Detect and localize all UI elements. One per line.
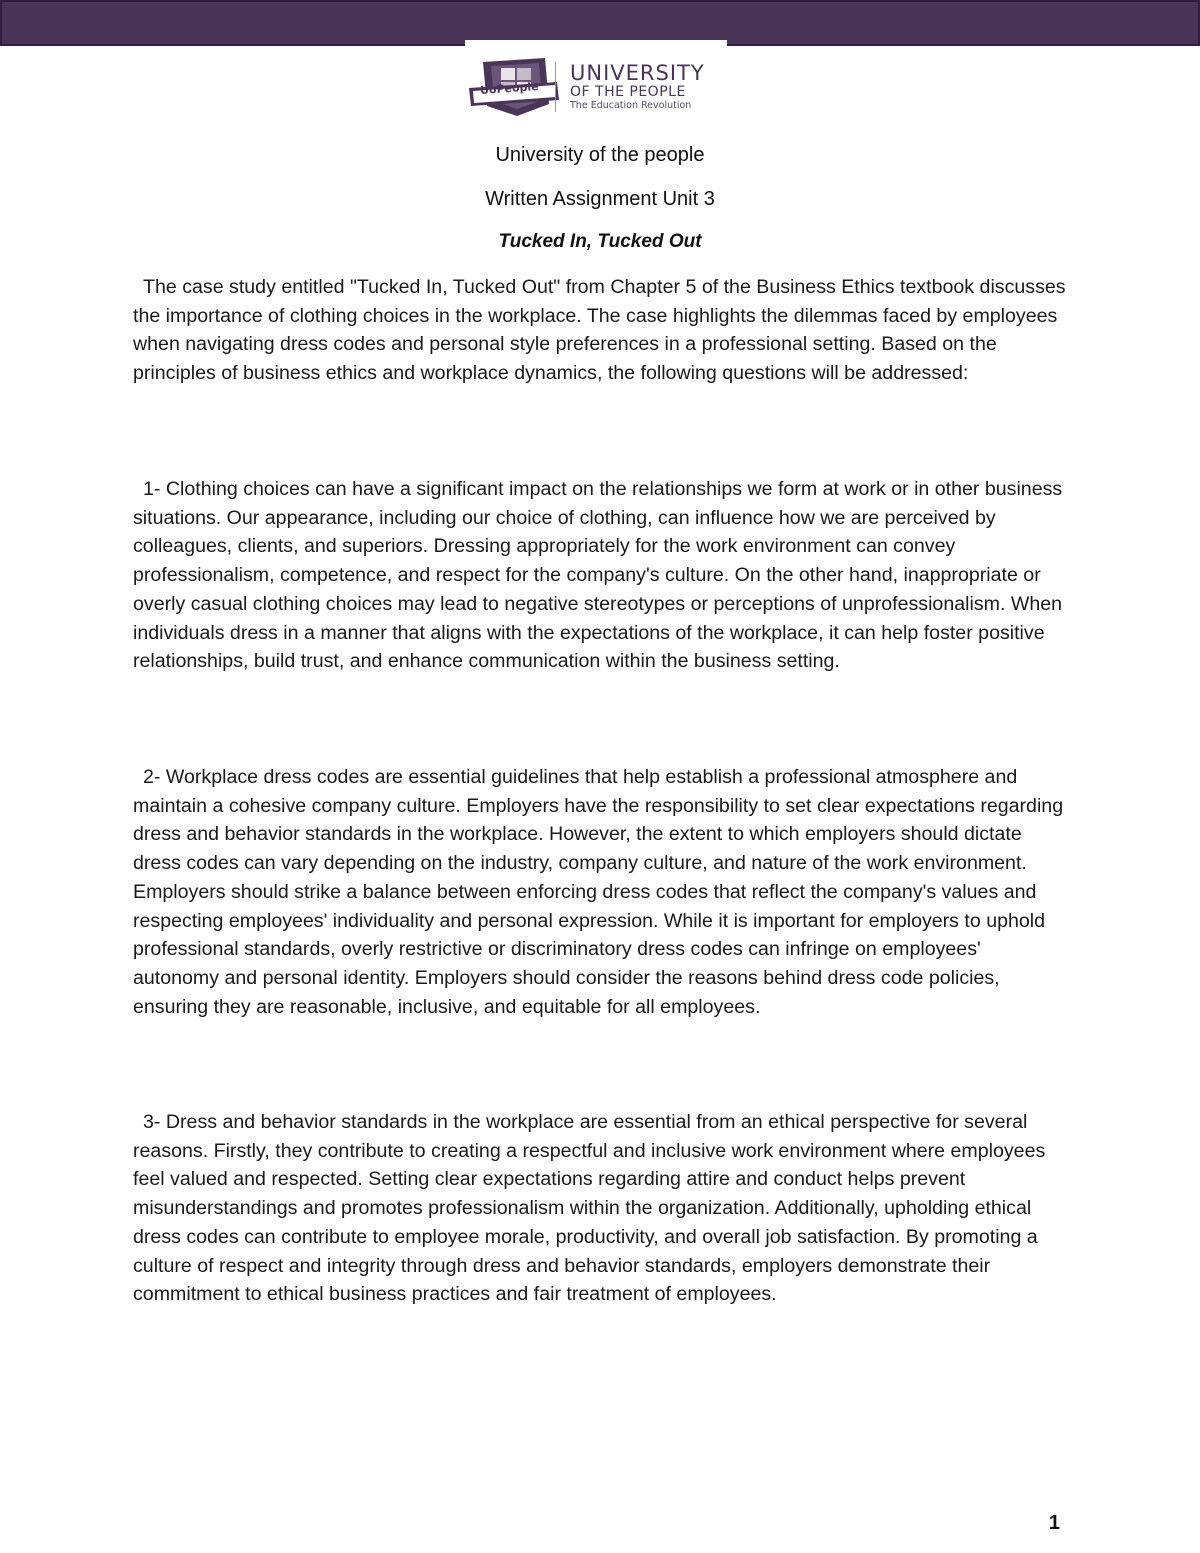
header-bar-gap — [465, 40, 727, 48]
logo-badge-text: UoPeople — [479, 79, 540, 98]
intro-paragraph: The case study entitled "Tucked In, Tucked Out" from Chapter 5 of the Business Ethics textbook discusses the importance of clothing choices in the workplace. The case highlights the dilemmas faced by employees when navigating dress codes and personal style preferences in a professional setting. Based on the principles of business ethics and workplace dynamics, the following questions will be addressed: — [133, 276, 1066, 385]
logo-wordmark — [570, 62, 705, 112]
page-number: 1 — [1048, 1512, 1060, 1534]
logo-name: UNIVERSITY — [570, 61, 705, 85]
assignment-title: Written Assignment Unit 3 — [485, 188, 715, 210]
university-name: University of the people — [495, 144, 705, 166]
answer-paragraph-1: 1- Clothing choices can have a significant impact on the relationships we form at work or in other business situations. Our appearance, including our choice of clothing, can influence how we are perceived by colleagues, clients, and superiors. Dressing appropriately for the work environment can convey professionalism, competence, and respect for the company's culture. On the other hand, inappropriate or overly casual clothing choices may lead to negative stereotypes or perceptions of unprofessionalism. When individuals dress in a manner that aligns with the expectations of the workplace, it can help foster positive relationships, build trust, and enhance communication within the business setting. — [133, 478, 1063, 673]
answer-paragraph-2: 2- Workplace dress codes are essential guidelines that help establish a professional atmosphere and maintain a cohesive company culture. Employers have the responsibility to set clear expectations regarding dress and behavior standards in the workplace. However, the extent to which employers should dictate dress codes can vary depending on the industry, company culture, and nature of the work environment. Employers should strike a balance between enforcing dress codes that reflect the company's values and respecting employees' individuality and personal expression. While it is important for employers to uphold professional standards, overly restrictive or discriminatory dress codes can infringe on employees' autonomy and personal identity. Employers should consider the reasons behind dress code policies, ensuring they are reasonable, inclusive, and equitable for all employees. — [133, 766, 1064, 1018]
logo-name-line2: OF THE PEOPLE — [570, 84, 686, 100]
case-title: Tucked In, Tucked Out — [498, 231, 702, 252]
logo-tagline: The Education Revolution — [570, 100, 692, 111]
logo-divider — [555, 62, 556, 112]
answer-paragraph-3: 3- Dress and behavior standards in the workplace are essential from an ethical perspective for several reasons. Firstly, they contribute to creating a respectful and inclusive work environment where employees feel valued and respected. Setting clear expectations regarding attire and conduct helps prevent misunderstandings and promotes professionalism within the organization. Additionally, upholding ethical dress codes can contribute to employee morale, productivity, and overall job satisfaction. By promoting a culture of respect and integrity through dress and behavior standards, employers demonstrate their commitment to ethical business practices and fair treatment of employees. — [133, 1111, 1046, 1306]
